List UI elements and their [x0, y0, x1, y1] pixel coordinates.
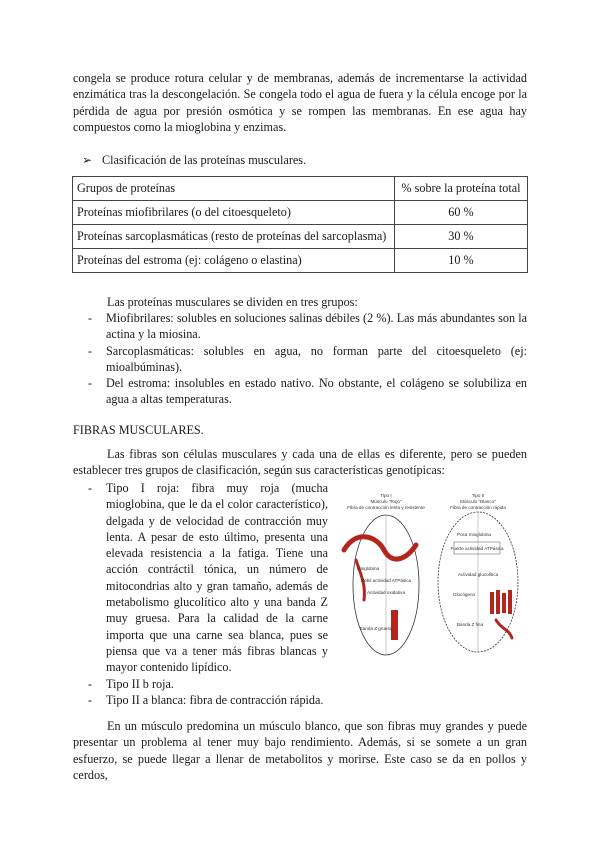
fiber-types-list [88, 480, 328, 708]
closing-paragraph: En un músculo predomina un músculo blanco, que son fibras muy grandes y puede presentar un problema al tener muy bajo rendimiento. Además, si se somete a un gran esfuerzo, se puede llegar a llenar de metabolitos y morirse. Este caso se da en pollos y cerdos, [73, 719, 527, 782]
groups-intro: Las proteínas musculares se dividen en tres grupos: [107, 295, 358, 309]
left-caption: Fibra de contracción lenta y resistente [347, 505, 425, 510]
intro-paragraph: congela se produce rotura celular y de membranas, además de incrementarse la actividad enzimática tras la descongelación. Se congela todo el agua de fuera y la célula encoge por la pérdida de agua por presión osmótica y se rompen las membranas. En ese agua hay compuestos como la mioglobina y enzimas. [73, 71, 527, 134]
list-item: - Tipo II b roja. [88, 676, 328, 692]
right-title: Tipo II [471, 493, 485, 498]
list-item: - Miofibrilares: solubles en soluciones salinas débiles (2 %). Las más abundantes son la actina y la miosina. [88, 310, 527, 343]
table-row [73, 201, 528, 225]
table-header-row [73, 177, 528, 201]
right-label: Poca mioglobina [457, 532, 491, 537]
left-label: Actividad oxidativa [366, 590, 406, 595]
right-label: Fuerte actividad ATPásica [450, 546, 504, 551]
left-label: Mioglobina [356, 566, 380, 571]
fibers-intro: Las fibras son células musculares y cada una de ellas es diferente, pero se pueden establecer tres grupos de clasificación, según sus características genotípicas: [73, 447, 527, 478]
list-item: - Tipo I roja: fibra muy roja (mucha mioglobina, que le da el color característico), delgada y de velocidad de contracción muy lenta. A pesar de esto último, presenta una elevada resistencia a la fatiga. Tiene una acción contráctil tónica, un número de mitocondrias alto y gran tamaño, además de metabolismo glucolítico alto y una banda Z muy gruesa. Para la calidad de la carne importa que una carne sea blanca, pues se piensa que va a tener más fibras blancas y mayor contenido lipídico. [88, 480, 328, 676]
table-cell: Proteínas del estroma (ej: colágeno o elastina) [73, 249, 395, 273]
classification-bullet [82, 152, 306, 168]
list-item: - Del estroma: insolubles en estado nativo. No obstante, el colágeno se solubiliza en agua a altas temperaturas. [88, 375, 527, 408]
classification-text: Clasificación de las proteínas musculares. [102, 153, 307, 167]
table-cell: Proteínas sarcoplasmáticas (resto de proteínas del sarcoplasma) [73, 225, 395, 249]
left-subtitle: Músculo "Rojo" [370, 499, 402, 504]
section-heading: FIBRAS MUSCULARES. [73, 423, 204, 437]
arrow-bullet-icon: ➢ [82, 153, 93, 167]
left-title: Tipo I [380, 493, 392, 498]
muscle-fiber-figure [336, 490, 532, 660]
left-label: Banda Z gruesa [359, 626, 393, 631]
protein-table [72, 176, 528, 273]
list-item: - Sarcoplasmáticas: solubles en agua, no forman parte del citoesqueleto (ej: mioalbúminas). [88, 343, 527, 376]
right-subtitle: Músculo "Blanco" [460, 499, 496, 504]
left-myofibril [391, 610, 398, 640]
protein-groups-list [88, 310, 527, 408]
right-label: Glucógeno [452, 592, 476, 597]
list-item: - Tipo II a blanca: fibra de contracción rápida. [88, 692, 328, 708]
right-label: Banda Z fina [456, 622, 484, 627]
table-cell: 10 % [395, 249, 528, 273]
table-cell: Proteínas miofibrilares (o del citoesqueleto) [73, 201, 395, 225]
table-cell: 30 % [395, 225, 528, 249]
right-label: Actividad glucolítica [457, 572, 499, 577]
table-header-cell: % sobre la proteína total [395, 177, 528, 201]
table-row [73, 249, 528, 273]
table-row [73, 225, 528, 249]
table-header-cell: Grupos de proteínas [73, 177, 395, 201]
table-cell: 60 % [395, 201, 528, 225]
muscle-fiber-illustration [336, 490, 532, 660]
right-caption: Fibra de contracción rápida [450, 505, 506, 510]
left-label: Débil actividad ATPásica [360, 578, 412, 583]
